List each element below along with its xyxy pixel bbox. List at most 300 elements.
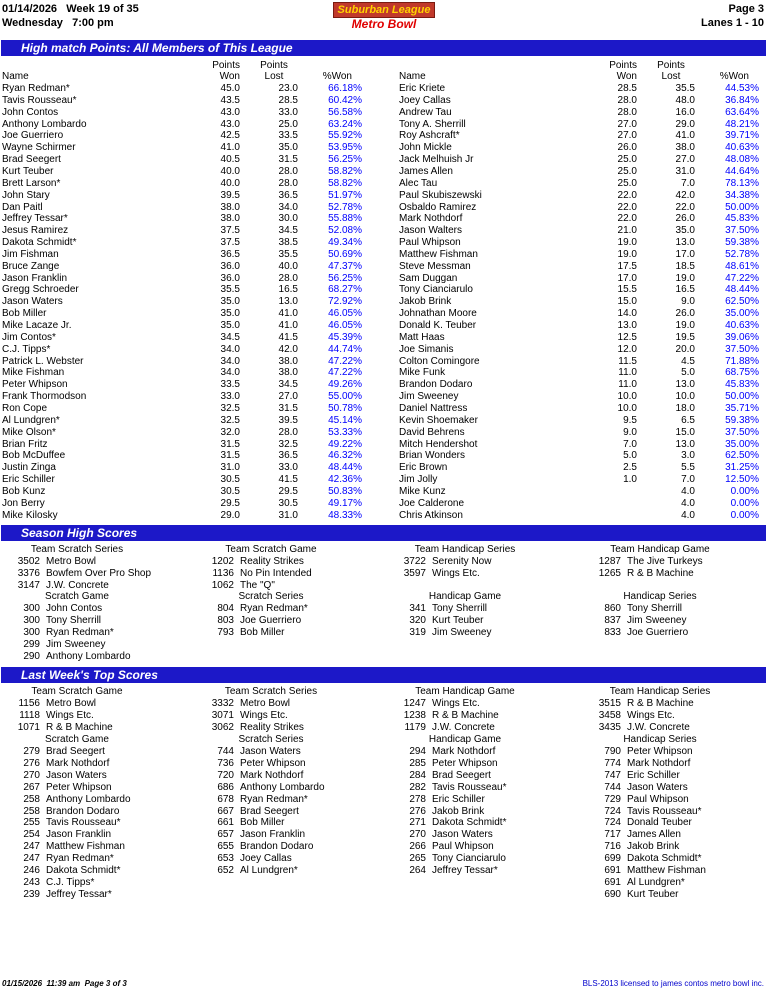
points-lost: 10.0	[675, 391, 695, 403]
score-holder: Wings Etc.	[46, 709, 94, 721]
standings-row	[397, 486, 768, 498]
points-lost: 13.0	[675, 237, 695, 249]
percent-won: 50.69%	[328, 248, 362, 260]
points-won: 21.0	[617, 225, 637, 237]
points-lost: 23.0	[278, 83, 298, 94]
player-name: John Contos	[2, 106, 59, 118]
license-notice: BLS-2013 licensed to james contos metro bowl inc.	[582, 979, 764, 988]
score-entry	[206, 782, 325, 794]
standings-row	[0, 261, 380, 273]
percent-won: 44.74%	[328, 343, 362, 355]
points-won: 11.5	[618, 355, 637, 367]
score-value: 736	[217, 757, 234, 769]
player-name: Mike Fishman	[2, 367, 65, 379]
points-lost: 34.5	[278, 225, 298, 237]
points-lost: 38.0	[278, 367, 298, 379]
col-head-pct: %Won	[322, 71, 352, 82]
points-lost: 28.0	[278, 177, 298, 189]
score-value: 266	[409, 841, 426, 853]
player-name: Jesus Ramirez	[2, 225, 69, 237]
score-block-heading: Scratch Game	[45, 734, 109, 745]
score-value: 276	[23, 757, 40, 769]
score-holder: Reality Strikes	[240, 721, 304, 733]
score-holder: Brandon Dodaro	[240, 841, 314, 853]
score-value: 686	[217, 781, 234, 793]
score-value: 1062	[211, 579, 234, 591]
points-lost: 18.5	[675, 260, 695, 272]
score-value: 265	[409, 853, 426, 865]
standings-row	[0, 190, 380, 202]
player-name: Colton Comingore	[399, 355, 480, 367]
points-lost: 31.0	[278, 509, 298, 521]
points-won: 40.5	[220, 154, 240, 166]
score-entry	[593, 556, 703, 568]
score-entry	[12, 568, 151, 580]
percent-won: 52.78%	[725, 248, 759, 260]
percent-won: 49.17%	[328, 497, 362, 509]
score-value: 300	[23, 614, 40, 626]
player-name: Steve Messman	[399, 260, 471, 272]
score-holder: Serenity Now	[432, 556, 492, 567]
score-entry	[12, 580, 109, 592]
points-won: 12.5	[617, 331, 637, 343]
points-won: 11.0	[618, 367, 637, 379]
percent-won: 56.25%	[328, 272, 362, 284]
player-name: John Mickle	[399, 142, 452, 154]
score-holder: Brandon Dodaro	[46, 805, 120, 817]
standings-row	[0, 202, 380, 214]
player-name: Mike Kilosky	[2, 509, 58, 521]
points-won: 19.0	[617, 237, 637, 249]
player-name: Joe Calderone	[399, 497, 465, 509]
standings-row	[0, 486, 380, 498]
points-lost: 31.5	[278, 154, 298, 166]
standings-row	[397, 498, 768, 510]
score-holder: John Contos	[46, 603, 103, 614]
points-won: 43.0	[220, 106, 240, 118]
points-won: 15.0	[617, 296, 637, 308]
standings-row	[397, 154, 768, 166]
standings-row	[0, 308, 380, 320]
standings-row	[397, 273, 768, 285]
points-lost: 9.0	[681, 296, 695, 308]
score-holder: Paul Whipson	[432, 841, 494, 853]
score-entry	[593, 877, 685, 889]
score-entry	[12, 698, 96, 710]
player-name: Ron Cope	[2, 402, 48, 414]
points-won: 28.5	[617, 83, 637, 94]
score-entry	[593, 722, 690, 734]
player-name: Tavis Rousseau*	[2, 94, 77, 106]
standings-row	[397, 83, 768, 95]
score-holder: Tony Cianciarulo	[432, 853, 506, 865]
score-block-heading: Team Scratch Series	[30, 544, 124, 555]
standings-row	[0, 474, 380, 486]
col-head-won: Points Won	[609, 60, 637, 82]
score-entry	[12, 853, 114, 865]
score-holder: J.W. Concrete	[627, 721, 690, 733]
score-value: 300	[23, 603, 40, 614]
score-holder: Bowfem Over Pro Shop	[46, 567, 152, 579]
score-holder: Jason Franklin	[46, 829, 112, 841]
standings-row	[397, 391, 768, 403]
points-won: 34.0	[220, 367, 240, 379]
player-name: Patrick L. Webster	[2, 355, 84, 367]
points-lost: 41.0	[675, 130, 695, 142]
player-name: Bob Kunz	[2, 485, 46, 497]
player-name: Jason Waters	[2, 296, 63, 308]
score-entry	[206, 556, 304, 568]
score-entry	[206, 758, 306, 770]
percent-won: 35.00%	[725, 308, 759, 320]
score-holder: Wings Etc.	[432, 698, 480, 709]
percent-won: 68.75%	[725, 367, 759, 379]
player-name: Jon Berry	[2, 497, 45, 509]
player-name: Peter Whipson	[2, 379, 68, 391]
percent-won: 44.64%	[725, 165, 759, 177]
score-entry	[12, 627, 114, 639]
player-name: Bob McDuffee	[2, 450, 66, 462]
points-won: 11.0	[618, 379, 637, 391]
points-won: 45.0	[220, 83, 240, 94]
points-lost: 26.0	[675, 308, 695, 320]
standings-row	[0, 119, 380, 131]
player-name: Brad Seegert	[2, 154, 61, 166]
points-won: 39.5	[220, 189, 240, 201]
score-entry	[398, 794, 485, 806]
col-head-won: Points Won	[212, 60, 240, 82]
score-holder: Jeffrey Tessar*	[46, 888, 112, 900]
col-head-name: Name	[399, 71, 426, 82]
points-lost: 27.0	[675, 154, 695, 166]
standings-row	[0, 130, 380, 142]
score-entry	[206, 627, 284, 639]
points-lost: 20.0	[675, 343, 695, 355]
points-lost: 33.5	[278, 130, 298, 142]
score-value: 1136	[212, 567, 234, 579]
score-entry	[398, 841, 494, 853]
standings-row	[397, 403, 768, 415]
score-holder: Wings Etc.	[627, 709, 675, 721]
score-block-heading: Team Handicap Game	[415, 686, 515, 697]
points-lost: 5.0	[681, 367, 695, 379]
player-name: Donald K. Teuber	[399, 320, 477, 331]
player-name: Andrew Tau	[399, 106, 452, 118]
score-block-heading: Scratch Game	[45, 591, 109, 602]
points-won: 41.0	[220, 142, 240, 154]
player-name: Brian Fritz	[2, 438, 48, 450]
percent-won: 12.50%	[725, 474, 759, 486]
score-value: 678	[217, 793, 234, 805]
percent-won: 68.27%	[328, 284, 362, 296]
points-won: 36.0	[220, 260, 240, 272]
points-lost: 38.5	[278, 237, 298, 249]
score-holder: Peter Whipson	[46, 781, 112, 793]
score-holder: Wings Etc.	[432, 567, 480, 579]
standings-row	[397, 130, 768, 142]
points-lost: 35.0	[675, 225, 695, 237]
percent-won: 53.95%	[328, 142, 362, 154]
col-head-pct: %Won	[719, 71, 749, 82]
player-name: Jeffrey Tessar*	[2, 213, 68, 225]
points-won: 22.0	[617, 201, 637, 213]
score-value: 300	[23, 626, 40, 638]
score-holder: Tony Sherrill	[46, 614, 102, 626]
player-name: Dan Paitl	[2, 201, 43, 213]
percent-won: 48.44%	[328, 462, 362, 474]
points-won: 33.5	[220, 379, 240, 391]
standings-row	[397, 379, 768, 391]
score-entry	[12, 806, 119, 818]
points-won: 25.0	[617, 165, 637, 177]
score-value: 267	[23, 781, 40, 793]
score-holder: Kurt Teuber	[432, 614, 484, 626]
percent-won: 48.61%	[725, 260, 759, 272]
percent-won: 42.36%	[328, 474, 362, 486]
points-won: 36.0	[220, 272, 240, 284]
standings-row	[397, 332, 768, 344]
score-value: 254	[23, 829, 40, 841]
points-lost: 5.5	[681, 462, 695, 474]
percent-won: 56.58%	[328, 106, 362, 118]
score-value: 1179	[404, 721, 426, 733]
points-won: 17.0	[617, 272, 637, 284]
score-value: 258	[23, 793, 40, 805]
score-value: 3597	[403, 567, 426, 579]
score-value: 247	[23, 853, 40, 865]
score-entry	[206, 710, 288, 722]
score-value: 3435	[598, 721, 621, 733]
points-won: 29.0	[220, 509, 240, 521]
percent-won: 59.38%	[725, 237, 759, 249]
points-won: 31.0	[220, 462, 240, 474]
score-entry	[206, 841, 313, 853]
score-holder: Metro Bowl	[240, 698, 291, 709]
score-value: 729	[604, 793, 621, 805]
player-name: Paul Skubiszewski	[399, 189, 482, 201]
standings-row	[397, 462, 768, 474]
score-block-heading: Handicap Series	[623, 591, 697, 602]
score-value: 3722	[403, 556, 426, 567]
points-lost: 42.0	[675, 189, 695, 201]
points-won: 30.5	[220, 474, 240, 486]
percent-won: 66.18%	[328, 83, 362, 94]
last-week-section-title: Last Week's Top Scores	[1, 667, 766, 683]
percent-won: 34.38%	[725, 189, 759, 201]
percent-won: 40.63%	[725, 320, 759, 331]
points-lost: 16.5	[675, 284, 695, 296]
points-won: 26.0	[617, 142, 637, 154]
score-holder: Dakota Schmidt*	[627, 853, 702, 865]
points-won: 37.5	[220, 237, 240, 249]
points-lost: 30.5	[278, 497, 298, 509]
score-value: 1238	[403, 709, 426, 721]
standings-row	[397, 367, 768, 379]
player-name: Jakob Brink	[399, 296, 452, 308]
score-entry	[593, 615, 686, 627]
percent-won: 46.32%	[328, 450, 362, 462]
score-entry	[206, 794, 308, 806]
player-name: Eric Schiller	[2, 474, 55, 486]
points-won: 1.0	[623, 474, 637, 486]
standings-row	[0, 83, 380, 95]
score-holder: Peter Whipson	[432, 757, 498, 769]
score-holder: Ryan Redman*	[240, 603, 308, 614]
score-holder: Mark Nothdorf	[432, 746, 496, 757]
score-holder: Tony Sherrill	[627, 603, 683, 614]
score-value: 290	[23, 650, 40, 662]
score-holder: Reality Strikes	[240, 556, 304, 567]
percent-won: 47.37%	[328, 260, 362, 272]
standings-row	[0, 427, 380, 439]
score-holder: R & B Machine	[432, 709, 499, 721]
score-value: 653	[217, 853, 234, 865]
score-value: 691	[604, 876, 621, 888]
score-holder: J.W. Concrete	[46, 579, 109, 591]
points-lost: 38.0	[675, 142, 695, 154]
player-name: Gregg Schroeder	[2, 284, 79, 296]
score-value: 270	[409, 829, 426, 841]
standings-row	[0, 439, 380, 451]
score-entry	[12, 889, 112, 901]
score-value: 3502	[17, 556, 40, 567]
score-entry	[398, 698, 480, 710]
score-value: 1118	[19, 709, 40, 721]
standings-row	[397, 237, 768, 249]
points-won: 25.0	[617, 154, 637, 166]
score-value: 3376	[17, 567, 40, 579]
score-entry	[12, 829, 111, 841]
points-won: 27.0	[617, 130, 637, 142]
score-block-heading: Handicap Series	[623, 734, 697, 745]
points-lost: 19.0	[675, 272, 695, 284]
score-entry	[593, 794, 689, 806]
score-holder: Jakob Brink	[432, 805, 485, 817]
standings-row	[397, 427, 768, 439]
points-won: 33.0	[220, 391, 240, 403]
score-holder: Joe Guerriero	[627, 626, 689, 638]
percent-won: 37.50%	[725, 343, 759, 355]
score-value: 793	[217, 626, 234, 638]
score-block-heading: Scratch Series	[238, 734, 304, 745]
percent-won: 48.08%	[725, 154, 759, 166]
player-name: Bob Miller	[2, 308, 47, 320]
score-value: 294	[409, 746, 426, 757]
percent-won: 39.71%	[725, 130, 759, 142]
standings-row	[0, 237, 380, 249]
score-value: 1265	[598, 567, 621, 579]
points-won: 15.5	[617, 284, 637, 296]
score-holder: Anthony Lombardo	[46, 650, 131, 662]
score-holder: Jim Sweeney	[46, 638, 106, 650]
standings-row	[397, 308, 768, 320]
score-holder: Jeffrey Tessar*	[432, 865, 498, 876]
player-name: Matthew Fishman	[399, 248, 478, 260]
points-lost: 13.0	[675, 438, 695, 450]
score-holder: Eric Schiller	[627, 769, 680, 781]
score-entry	[12, 794, 131, 806]
standings-row	[0, 296, 380, 308]
score-entry	[206, 829, 305, 841]
score-holder: No Pin Intended	[240, 567, 312, 579]
standings-row	[397, 95, 768, 107]
score-value: 3515	[598, 698, 621, 709]
player-name: Jason Walters	[399, 225, 462, 237]
score-value: 699	[604, 853, 621, 865]
standings-row	[397, 284, 768, 296]
player-name: Tony A. Sherrill	[399, 118, 466, 130]
player-name: Justin Zinga	[2, 462, 56, 474]
player-name: Frank Thormodson	[2, 391, 87, 403]
player-name: Jim Contos*	[2, 331, 56, 343]
points-won: 42.5	[220, 130, 240, 142]
percent-won: 36.84%	[725, 94, 759, 106]
score-block-heading: Team Handicap Series	[609, 686, 711, 697]
score-entry	[206, 806, 299, 818]
points-won: 17.5	[617, 260, 637, 272]
score-value: 724	[604, 817, 621, 829]
points-lost: 4.0	[681, 485, 695, 497]
player-name: Osbaldo Ramirez	[399, 201, 477, 213]
standings-row	[0, 284, 380, 296]
score-value: 1071	[17, 721, 40, 733]
percent-won: 48.33%	[328, 509, 362, 521]
print-timestamp: 01/15/2026 11:39 am Page 3 of 3	[2, 979, 127, 988]
standings-row	[0, 510, 380, 522]
points-won: 31.5	[220, 438, 240, 450]
score-entry	[12, 877, 94, 889]
percent-won: 59.38%	[725, 414, 759, 426]
points-lost: 16.5	[278, 284, 298, 296]
percent-won: 44.53%	[725, 83, 759, 94]
score-entry	[593, 829, 681, 841]
points-won: 43.0	[220, 118, 240, 130]
points-lost: 4.0	[681, 497, 695, 509]
points-won: 22.0	[617, 189, 637, 201]
standings-row	[0, 344, 380, 356]
player-name: John Stary	[2, 189, 50, 201]
score-holder: Metro Bowl	[46, 556, 97, 567]
player-name: Alec Tau	[399, 177, 438, 189]
score-value: 790	[604, 746, 621, 757]
standings-row	[397, 142, 768, 154]
score-value: 239	[23, 888, 40, 900]
player-name: Wayne Schirmer	[2, 142, 76, 154]
score-holder: Dakota Schmidt*	[46, 865, 121, 876]
player-name: Mike Funk	[399, 367, 446, 379]
score-entry	[12, 782, 112, 794]
score-holder: Jim Sweeney	[432, 626, 492, 638]
standings-row	[0, 379, 380, 391]
score-entry	[12, 556, 96, 568]
points-lost: 3.0	[681, 450, 695, 462]
points-lost: 38.0	[278, 355, 298, 367]
score-entry	[12, 817, 120, 829]
percent-won: 78.13%	[725, 177, 759, 189]
score-holder: Al Lundgren*	[240, 865, 298, 876]
points-won: 9.5	[623, 414, 637, 426]
percent-won: 63.64%	[725, 106, 759, 118]
standings-row	[0, 249, 380, 261]
score-holder: Paul Whipson	[627, 793, 689, 805]
standings-row	[0, 356, 380, 368]
score-block-heading: Team Handicap Series	[414, 544, 516, 555]
points-lost: 48.0	[675, 94, 695, 106]
percent-won: 48.21%	[725, 118, 759, 130]
score-entry	[398, 556, 491, 568]
points-won: 28.0	[617, 106, 637, 118]
points-lost: 4.0	[681, 509, 695, 521]
